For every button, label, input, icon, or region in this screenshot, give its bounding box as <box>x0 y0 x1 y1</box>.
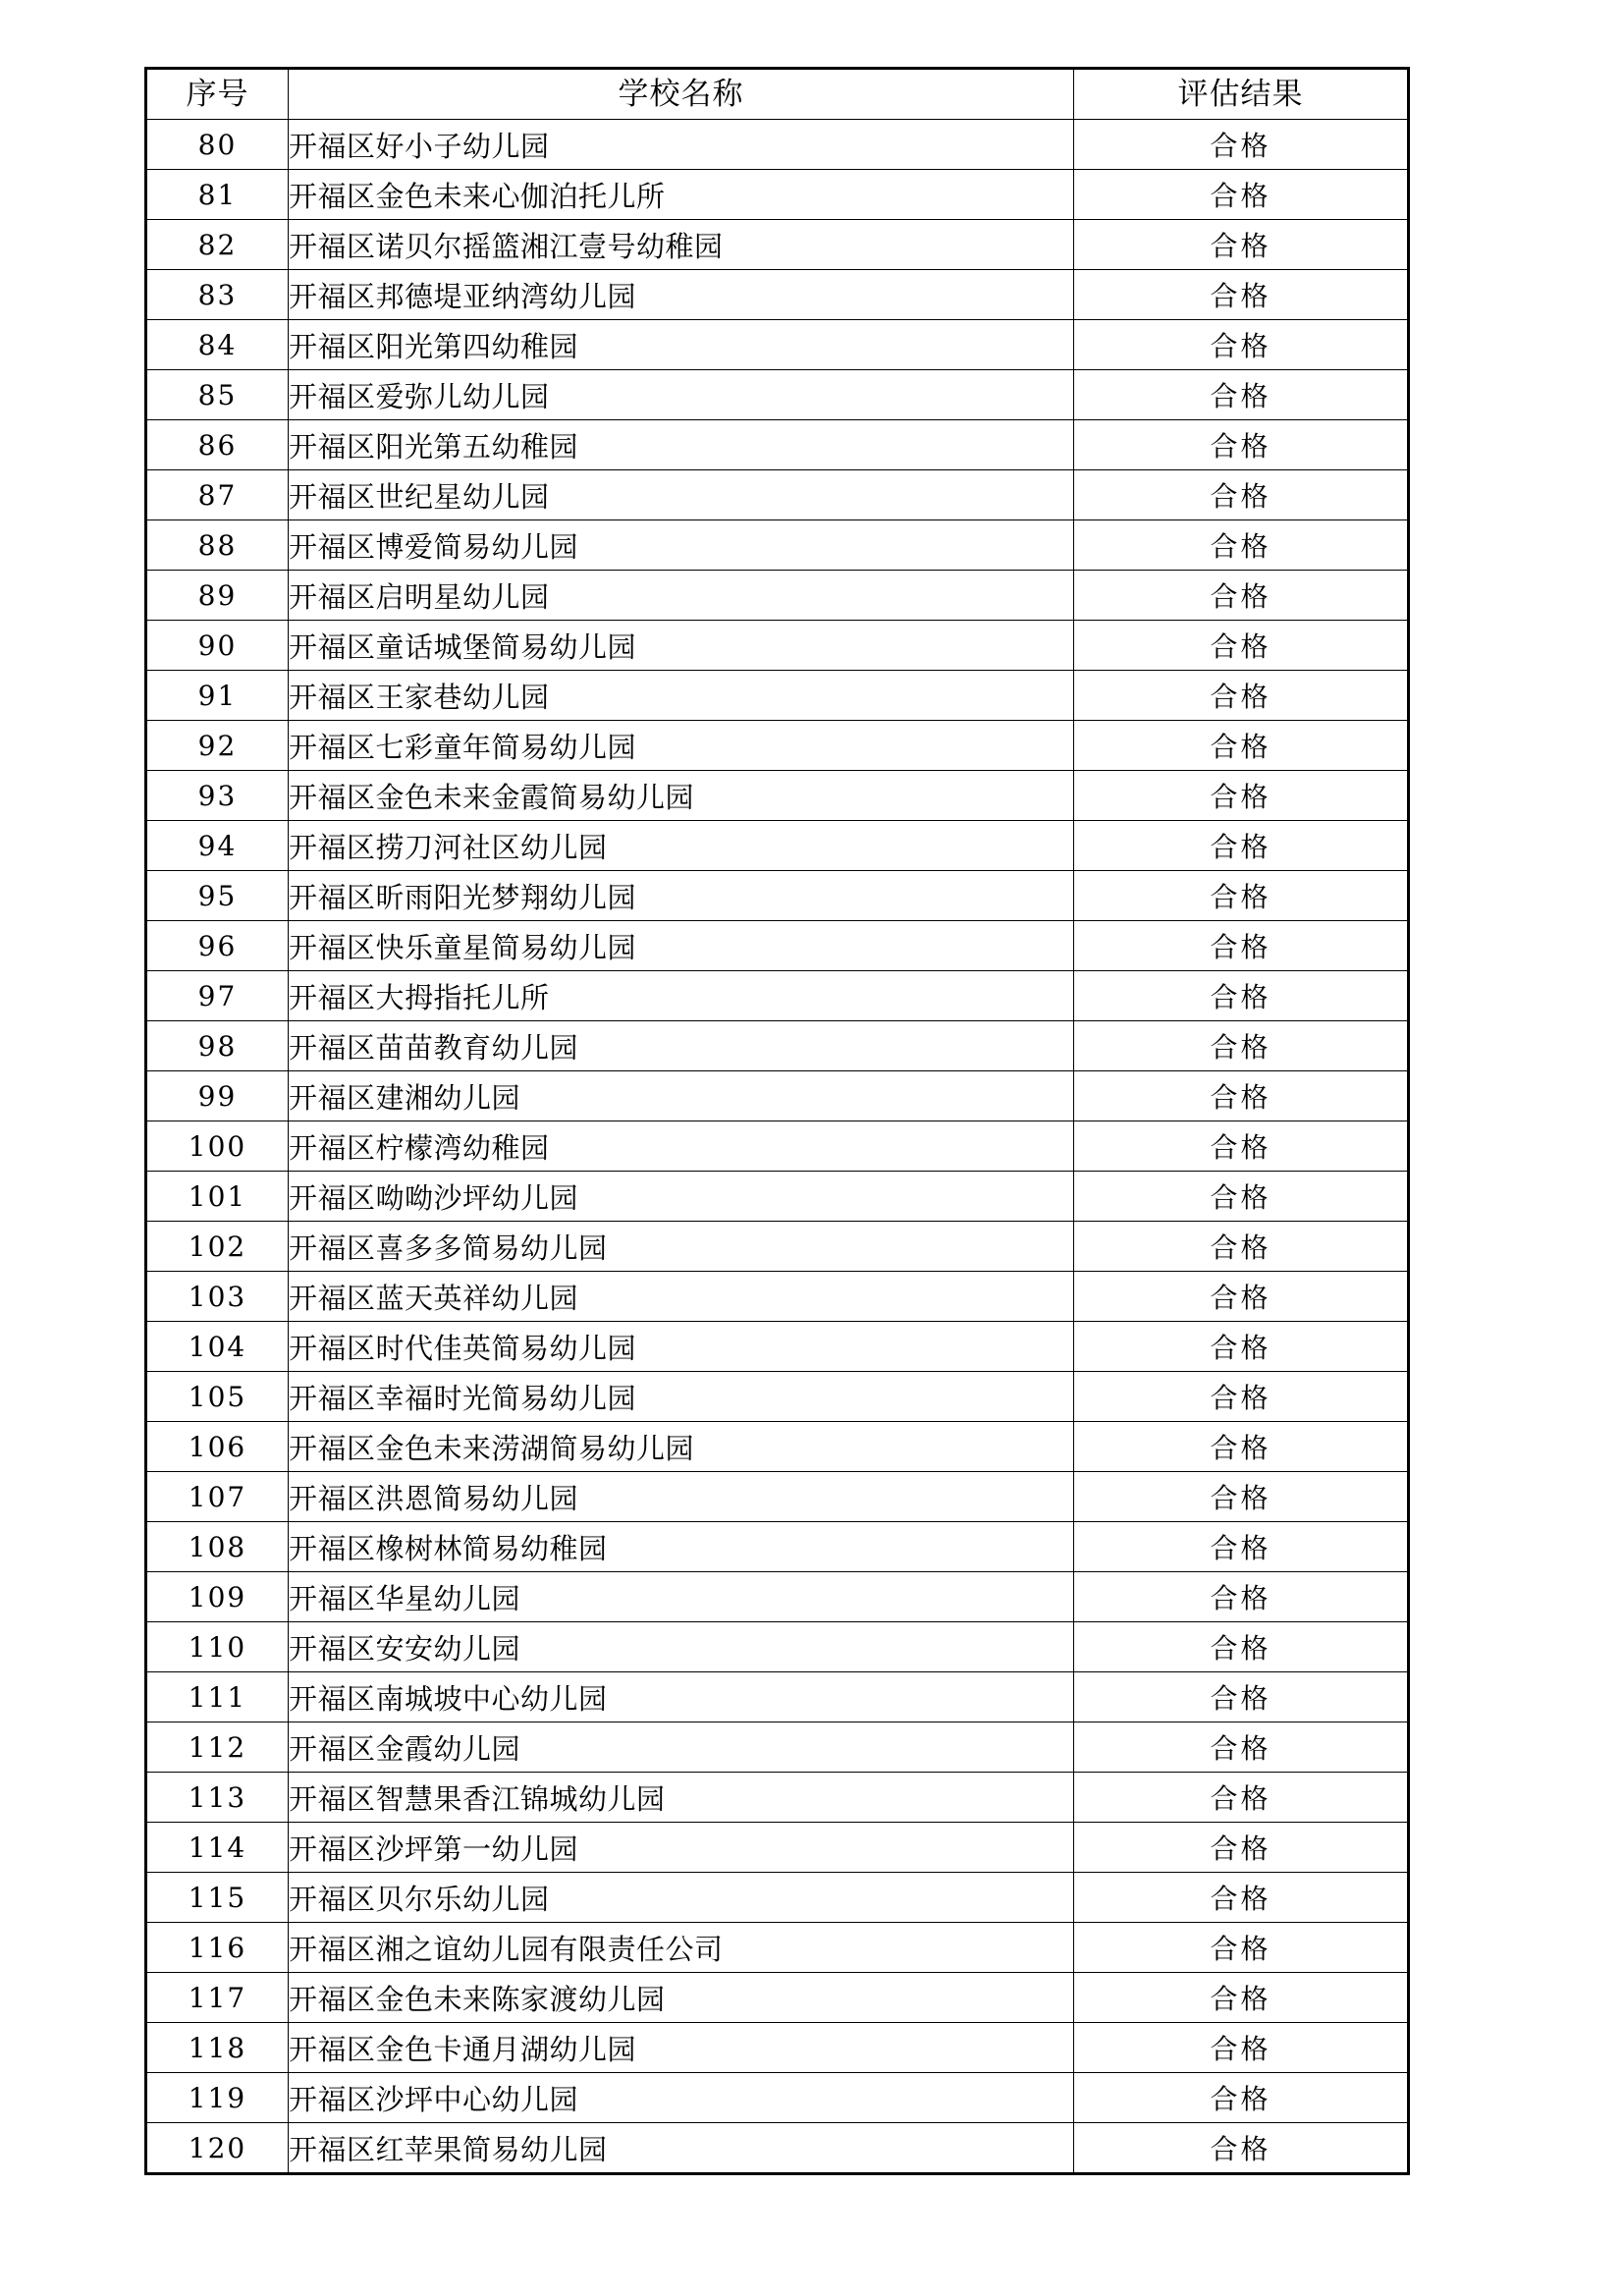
table-row <box>146 320 1409 370</box>
column-header-school-name: 学校名称 <box>289 69 1074 120</box>
cell-evaluation-result: 合格 <box>1074 1873 1409 1923</box>
table-row <box>146 1422 1409 1472</box>
table-row <box>146 1172 1409 1222</box>
column-header-result: 评估结果 <box>1074 69 1409 120</box>
cell-serial-number: 106 <box>146 1422 289 1472</box>
table-row <box>146 1823 1409 1873</box>
cell-serial-number: 93 <box>146 771 289 821</box>
cell-evaluation-result: 合格 <box>1074 1973 1409 2023</box>
cell-school-name: 开福区蓝天英祥幼儿园 <box>289 1272 1074 1322</box>
cell-evaluation-result: 合格 <box>1074 1222 1409 1272</box>
table-row <box>146 771 1409 821</box>
cell-serial-number: 97 <box>146 971 289 1021</box>
table-row <box>146 1372 1409 1422</box>
cell-evaluation-result: 合格 <box>1074 2023 1409 2073</box>
cell-school-name: 开福区阳光第五幼稚园 <box>289 420 1074 470</box>
cell-school-name: 开福区大拇指托儿所 <box>289 971 1074 1021</box>
cell-evaluation-result: 合格 <box>1074 1272 1409 1322</box>
table-body <box>146 120 1409 2174</box>
table-row <box>146 1322 1409 1372</box>
cell-serial-number: 114 <box>146 1823 289 1873</box>
cell-evaluation-result: 合格 <box>1074 1773 1409 1823</box>
cell-evaluation-result: 合格 <box>1074 571 1409 621</box>
cell-school-name: 开福区王家巷幼儿园 <box>289 671 1074 721</box>
table-row <box>146 1272 1409 1322</box>
table-row <box>146 621 1409 671</box>
cell-serial-number: 102 <box>146 1222 289 1272</box>
cell-school-name: 开福区柠檬湾幼稚园 <box>289 1121 1074 1172</box>
cell-evaluation-result: 合格 <box>1074 621 1409 671</box>
table-header <box>146 69 1409 120</box>
table-row <box>146 470 1409 520</box>
cell-serial-number: 111 <box>146 1672 289 1722</box>
table-row <box>146 2123 1409 2174</box>
cell-school-name: 开福区阳光第四幼稚园 <box>289 320 1074 370</box>
table-row <box>146 1522 1409 1572</box>
table-row <box>146 1672 1409 1722</box>
cell-school-name: 开福区沙坪中心幼儿园 <box>289 2073 1074 2123</box>
table-row <box>146 1021 1409 1071</box>
cell-school-name: 开福区昕雨阳光梦翔幼儿园 <box>289 871 1074 921</box>
cell-serial-number: 109 <box>146 1572 289 1622</box>
table-row <box>146 1773 1409 1823</box>
cell-serial-number: 96 <box>146 921 289 971</box>
table-row <box>146 971 1409 1021</box>
cell-serial-number: 92 <box>146 721 289 771</box>
cell-evaluation-result: 合格 <box>1074 2073 1409 2123</box>
cell-evaluation-result: 合格 <box>1074 170 1409 220</box>
cell-school-name: 开福区好小子幼儿园 <box>289 120 1074 170</box>
cell-evaluation-result: 合格 <box>1074 771 1409 821</box>
cell-school-name: 开福区邦德堤亚纳湾幼儿园 <box>289 270 1074 320</box>
cell-serial-number: 119 <box>146 2073 289 2123</box>
cell-school-name: 开福区安安幼儿园 <box>289 1622 1074 1672</box>
cell-evaluation-result: 合格 <box>1074 1823 1409 1873</box>
cell-evaluation-result: 合格 <box>1074 721 1409 771</box>
table-row <box>146 2073 1409 2123</box>
cell-school-name: 开福区湘之谊幼儿园有限责任公司 <box>289 1923 1074 1973</box>
cell-serial-number: 115 <box>146 1873 289 1923</box>
cell-evaluation-result: 合格 <box>1074 1422 1409 1472</box>
cell-school-name: 开福区金霞幼儿园 <box>289 1722 1074 1773</box>
table-row <box>146 821 1409 871</box>
cell-school-name: 开福区幸福时光简易幼儿园 <box>289 1372 1074 1422</box>
cell-evaluation-result: 合格 <box>1074 1522 1409 1572</box>
cell-school-name: 开福区启明星幼儿园 <box>289 571 1074 621</box>
cell-evaluation-result: 合格 <box>1074 320 1409 370</box>
cell-evaluation-result: 合格 <box>1074 1071 1409 1121</box>
cell-serial-number: 110 <box>146 1622 289 1672</box>
cell-evaluation-result: 合格 <box>1074 1672 1409 1722</box>
cell-serial-number: 80 <box>146 120 289 170</box>
table-row <box>146 1071 1409 1121</box>
cell-serial-number: 84 <box>146 320 289 370</box>
cell-school-name: 开福区童话城堡简易幼儿园 <box>289 621 1074 671</box>
table-row <box>146 1722 1409 1773</box>
table-row <box>146 2023 1409 2073</box>
cell-serial-number: 118 <box>146 2023 289 2073</box>
cell-school-name: 开福区捞刀河社区幼儿园 <box>289 821 1074 871</box>
table-row <box>146 1121 1409 1172</box>
cell-serial-number: 90 <box>146 621 289 671</box>
cell-serial-number: 99 <box>146 1071 289 1121</box>
cell-serial-number: 89 <box>146 571 289 621</box>
cell-evaluation-result: 合格 <box>1074 1172 1409 1222</box>
cell-serial-number: 100 <box>146 1121 289 1172</box>
cell-evaluation-result: 合格 <box>1074 2123 1409 2174</box>
cell-school-name: 开福区世纪星幼儿园 <box>289 470 1074 520</box>
cell-serial-number: 81 <box>146 170 289 220</box>
table-row <box>146 1873 1409 1923</box>
cell-school-name: 开福区贝尔乐幼儿园 <box>289 1873 1074 1923</box>
cell-school-name: 开福区金色未来金霞简易幼儿园 <box>289 771 1074 821</box>
cell-evaluation-result: 合格 <box>1074 1322 1409 1372</box>
table-row <box>146 370 1409 420</box>
cell-school-name: 开福区红苹果简易幼儿园 <box>289 2123 1074 2174</box>
column-header-serial-number: 序号 <box>146 69 289 120</box>
cell-serial-number: 88 <box>146 520 289 571</box>
cell-serial-number: 86 <box>146 420 289 470</box>
table-row <box>146 1923 1409 1973</box>
table-header-row <box>146 69 1409 120</box>
cell-school-name: 开福区建湘幼儿园 <box>289 1071 1074 1121</box>
cell-serial-number: 95 <box>146 871 289 921</box>
cell-school-name: 开福区金色未来涝湖简易幼儿园 <box>289 1422 1074 1472</box>
table-row <box>146 220 1409 270</box>
cell-serial-number: 101 <box>146 1172 289 1222</box>
cell-serial-number: 98 <box>146 1021 289 1071</box>
cell-serial-number: 104 <box>146 1322 289 1372</box>
table-row <box>146 420 1409 470</box>
cell-school-name: 开福区洪恩简易幼儿园 <box>289 1472 1074 1522</box>
cell-evaluation-result: 合格 <box>1074 470 1409 520</box>
cell-evaluation-result: 合格 <box>1074 1572 1409 1622</box>
cell-evaluation-result: 合格 <box>1074 921 1409 971</box>
cell-serial-number: 108 <box>146 1522 289 1572</box>
cell-school-name: 开福区爱弥儿幼儿园 <box>289 370 1074 420</box>
table-row <box>146 721 1409 771</box>
table-row <box>146 671 1409 721</box>
cell-serial-number: 113 <box>146 1773 289 1823</box>
table-row <box>146 1973 1409 2023</box>
cell-school-name: 开福区诺贝尔摇篮湘江壹号幼稚园 <box>289 220 1074 270</box>
cell-school-name: 开福区华星幼儿园 <box>289 1572 1074 1622</box>
cell-serial-number: 120 <box>146 2123 289 2174</box>
cell-evaluation-result: 合格 <box>1074 370 1409 420</box>
table-row <box>146 1222 1409 1272</box>
table-row <box>146 571 1409 621</box>
cell-serial-number: 105 <box>146 1372 289 1422</box>
table-row <box>146 871 1409 921</box>
cell-serial-number: 85 <box>146 370 289 420</box>
cell-evaluation-result: 合格 <box>1074 520 1409 571</box>
cell-school-name: 开福区橡树林简易幼稚园 <box>289 1522 1074 1572</box>
cell-school-name: 开福区金色卡通月湖幼儿园 <box>289 2023 1074 2073</box>
cell-school-name: 开福区喜多多简易幼儿园 <box>289 1222 1074 1272</box>
table-row <box>146 120 1409 170</box>
cell-school-name: 开福区时代佳英简易幼儿园 <box>289 1322 1074 1372</box>
cell-school-name: 开福区快乐童星简易幼儿园 <box>289 921 1074 971</box>
cell-school-name: 开福区金色未来心伽泊托儿所 <box>289 170 1074 220</box>
table-row <box>146 1572 1409 1622</box>
cell-evaluation-result: 合格 <box>1074 871 1409 921</box>
cell-serial-number: 107 <box>146 1472 289 1522</box>
cell-evaluation-result: 合格 <box>1074 821 1409 871</box>
cell-evaluation-result: 合格 <box>1074 971 1409 1021</box>
cell-evaluation-result: 合格 <box>1074 1372 1409 1422</box>
cell-serial-number: 82 <box>146 220 289 270</box>
cell-serial-number: 94 <box>146 821 289 871</box>
cell-serial-number: 103 <box>146 1272 289 1322</box>
document-page <box>144 67 1407 2175</box>
cell-school-name: 开福区苗苗教育幼儿园 <box>289 1021 1074 1071</box>
table-row <box>146 1472 1409 1522</box>
cell-evaluation-result: 合格 <box>1074 120 1409 170</box>
cell-serial-number: 91 <box>146 671 289 721</box>
cell-school-name: 开福区智慧果香江锦城幼儿园 <box>289 1773 1074 1823</box>
cell-evaluation-result: 合格 <box>1074 1622 1409 1672</box>
cell-serial-number: 87 <box>146 470 289 520</box>
cell-school-name: 开福区南城坡中心幼儿园 <box>289 1672 1074 1722</box>
table-row <box>146 170 1409 220</box>
table-row <box>146 270 1409 320</box>
cell-evaluation-result: 合格 <box>1074 270 1409 320</box>
cell-serial-number: 117 <box>146 1973 289 2023</box>
table-row <box>146 1622 1409 1672</box>
cell-evaluation-result: 合格 <box>1074 1472 1409 1522</box>
cell-school-name: 开福区七彩童年简易幼儿园 <box>289 721 1074 771</box>
cell-school-name: 开福区博爱简易幼儿园 <box>289 520 1074 571</box>
cell-evaluation-result: 合格 <box>1074 1021 1409 1071</box>
evaluation-result-table <box>144 67 1410 2175</box>
cell-serial-number: 83 <box>146 270 289 320</box>
table-row <box>146 921 1409 971</box>
table-row <box>146 520 1409 571</box>
cell-evaluation-result: 合格 <box>1074 420 1409 470</box>
cell-evaluation-result: 合格 <box>1074 1121 1409 1172</box>
cell-school-name: 开福区金色未来陈家渡幼儿园 <box>289 1973 1074 2023</box>
cell-serial-number: 112 <box>146 1722 289 1773</box>
cell-school-name: 开福区沙坪第一幼儿园 <box>289 1823 1074 1873</box>
cell-evaluation-result: 合格 <box>1074 220 1409 270</box>
cell-evaluation-result: 合格 <box>1074 1722 1409 1773</box>
cell-evaluation-result: 合格 <box>1074 671 1409 721</box>
cell-serial-number: 116 <box>146 1923 289 1973</box>
cell-evaluation-result: 合格 <box>1074 1923 1409 1973</box>
cell-school-name: 开福区呦呦沙坪幼儿园 <box>289 1172 1074 1222</box>
